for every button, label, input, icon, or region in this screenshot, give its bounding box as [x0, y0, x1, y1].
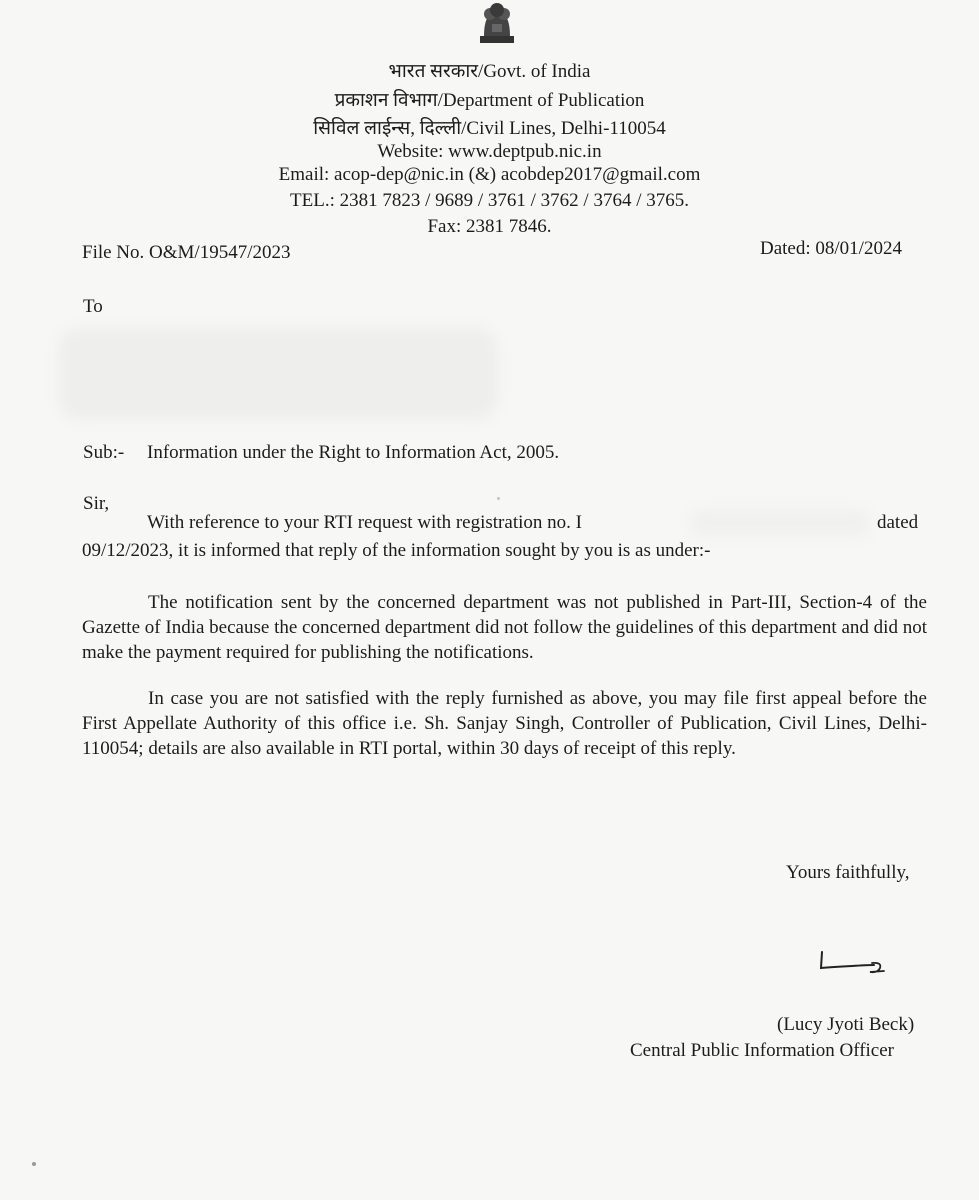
header-email: Email: acop-dep@nic.in (&) acobdep2017@gmail.com — [278, 164, 701, 185]
header-department: प्रकाशन विभाग/Department of Publication — [334, 90, 645, 111]
closing-text: Yours faithfully, — [786, 862, 910, 883]
header-telephone: TEL.: 2381 7823 / 9689 / 3761 / 3762 / 3764 / 3765. — [290, 190, 689, 211]
redacted-address — [58, 328, 498, 420]
paragraph-appeal: In case you are not satisfied with the reply furnished as above, you may file first appeal before the First Appellate Authority of this office i.e. Sh. Sanjay Singh, Controller of Publication, Civil Lines, Delhi-110054; details are also available in RTI portal, within 30 days of receipt of this reply. — [82, 688, 927, 759]
paper-speck — [32, 1162, 36, 1166]
signature-icon — [812, 948, 892, 978]
file-number: File No. O&M/19547/2023 — [82, 242, 291, 263]
salutation: Sir, — [83, 493, 110, 514]
header-website: Website: www.deptpub.nic.in — [377, 141, 602, 162]
para1-continuation: 09/12/2023, it is informed that reply of the information sought by you is as under:- — [82, 540, 711, 561]
redacted-registration-number — [690, 510, 870, 536]
header-fax: Fax: 2381 7846. — [427, 216, 552, 237]
para1-reference: With reference to your RTI request with registration no. I — [147, 512, 582, 533]
header-address: सिविल लाईन्स, दिल्ली/Civil Lines, Delhi-110054 — [313, 118, 666, 139]
paragraph-notification: The notification sent by the concerned department was not published in Part-III, Section-4 of the Gazette of India because the concerned department did not follow the guidelines of this department and did not make the payment required for publishing the notifications. — [82, 592, 927, 663]
national-emblem-icon — [472, 0, 522, 44]
subject-label: Sub:- — [83, 442, 125, 463]
para1-dated: dated — [877, 512, 919, 533]
letter-date: Dated: 08/01/2024 — [760, 238, 902, 259]
header-govt: भारत सरकार/Govt. of India — [388, 61, 591, 82]
paper-speck — [497, 497, 500, 500]
subject-text: Information under the Right to Information Act, 2005. — [147, 442, 560, 463]
signatory-designation: Central Public Information Officer — [630, 1040, 894, 1061]
signatory-name: (Lucy Jyoti Beck) — [777, 1014, 915, 1035]
to-label: To — [83, 296, 103, 317]
